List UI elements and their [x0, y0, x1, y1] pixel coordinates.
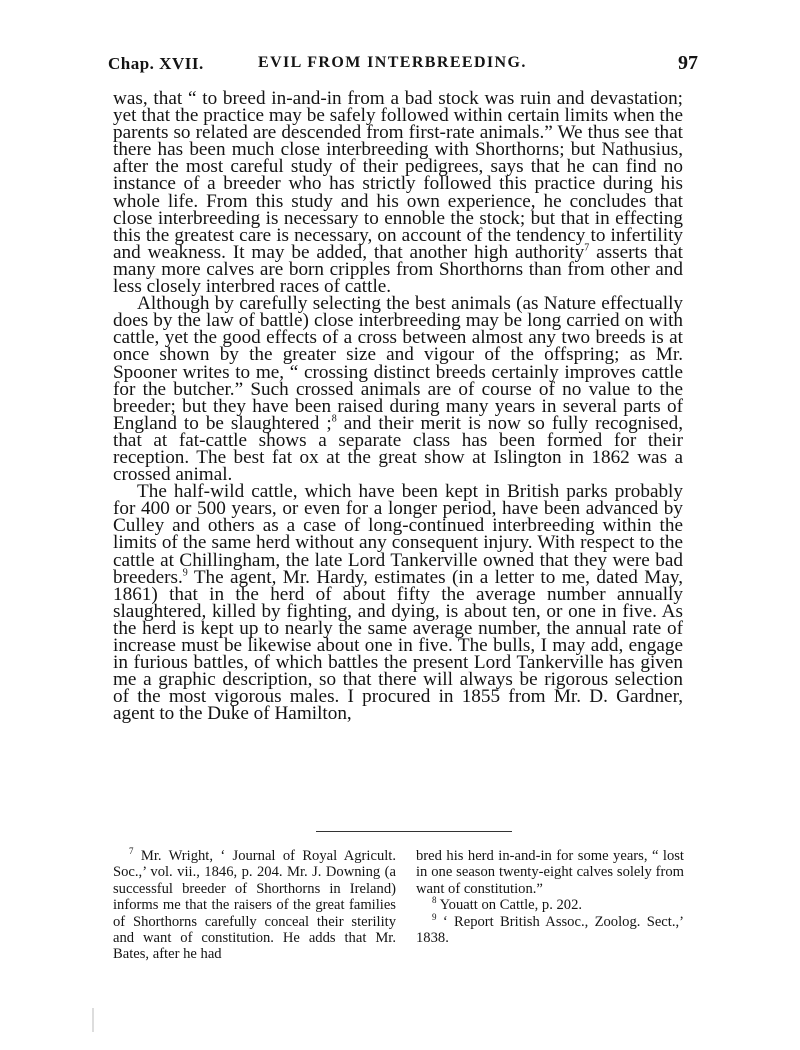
paragraph-2 [113, 293, 683, 486]
paragraph-2-text-b: and their merit is now so fully recognised, that at fat-cattle shows a separate class has been formed for their reception. The best fat ox at the great show at Islington in 1862 was a crossed animal. [113, 412, 683, 486]
footnote-divider [316, 831, 512, 832]
paper-speck [92, 1008, 94, 1032]
footnote-7-mark: 7 [129, 846, 134, 857]
footnote-7-text: Mr. Wright, ‘ Journal of Royal Agricult. Soc.,’ vol. vii., 1846, p. 204. Mr. J. Downing (a successful breeder of Shorthorns in Ireland) informs me that the raisers of the great families of Shorthorns carefully conceal their sterility and want of constitution. He adds that Mr. Bates, after he had [113, 848, 396, 963]
footnote-8-text: Youatt on Cattle, p. 202. [436, 897, 583, 914]
footnotes-left-column [113, 848, 396, 963]
footnote-7 [113, 848, 396, 963]
footnote-9-text: ‘ Report British Assoc., Zoolog. Sect.,’ 1838. [416, 913, 684, 947]
footnote-9-mark: 9 [432, 911, 437, 922]
paragraph-3 [113, 481, 683, 725]
paragraph-1-text-b: asserts that many more calves are born cripples from Shorthorns than from other and less closely interbred races of cattle. [113, 241, 683, 298]
page-number: 97 [678, 52, 698, 74]
paragraph-3-text-b: The agent, Mr. Hardy, estimates (in a letter to me, dated May, 1861) that in the herd of about fifty the average number annually slaughtered, killed by fighting, and dying, is about ten, or one in five. As the herd is kept up to nearly the same average number, the annual rate of increase must be likewise about one in five. The bulls, I may add, engage in furious battles, of which battles the present Lord Tankerville has given me a graphic description, so that there will always be rigorous selection of the most vigorous males. I procured in 1855 from Mr. D. Gardner, agent to the Duke of Hamilton, [113, 566, 683, 725]
footnote-ref-9: 9 [182, 567, 188, 579]
footnote-8 [416, 897, 684, 913]
footnote-ref-8: 8 [331, 413, 337, 425]
running-title: EVIL FROM INTERBREEDING. [258, 54, 527, 71]
chapter-label: Chap. XVII. [108, 54, 204, 73]
footnotes-right-column [416, 848, 684, 946]
paragraph-1 [113, 88, 683, 298]
main-text [113, 88, 683, 725]
footnote-ref-7: 7 [584, 242, 590, 254]
running-head [108, 52, 698, 82]
paragraph-2-text-a: Although by carefully selecting the best animals (as Nature effectually does by the law of battle) close interbreeding may be long carried on with cattle, yet the good effects of a cross between almost any two breeds is at once shown by the greater size and vigour of the offspring; as Mr. Spooner writes to me, “ crossing distinct breeds certainly improves cattle for the butcher.” Such crossed animals are of course of no value to the breeder; but they have been raised during many years in several parts of England to be slaughtered ; [113, 293, 683, 434]
footnote-9 [416, 911, 684, 947]
footnote-8-mark: 8 [432, 895, 437, 906]
footnote-7-continued: bred his herd in-and-in for some years, “ lost in one season twenty-eight calves solely from want of constitution.” [416, 848, 684, 897]
paragraph-1-text-a: was, that “ to breed in-and-in from a bad stock was ruin and devastation; yet that the practice may be safely followed within certain limits when the parents so related are descended from first-rate animals.” We thus see that there has been much close interbreeding with Shorthorns; but Nathusius, after the most careful study of their pedigrees, says that he can find no instance of a breeder who has strictly followed this practice during his whole life. From this study and his own experience, he concludes that close interbreeding is necessary to ennoble the stock; but that in effecting this the greatest care is necessary, on account of the tendency to infertility and weakness. It may be added, that another high authority [113, 88, 683, 263]
paragraph-3-text-a: The half-wild cattle, which have been kept in British parks probably for 400 or 500 years, or even for a longer period, have been advanced by Culley and others as a case of long-continued interbreeding within the limits of the same herd without any consequent injury. With respect to the cattle at Chillingham, the late Lord Tankerville owned that they were bad breeders. [113, 481, 683, 588]
